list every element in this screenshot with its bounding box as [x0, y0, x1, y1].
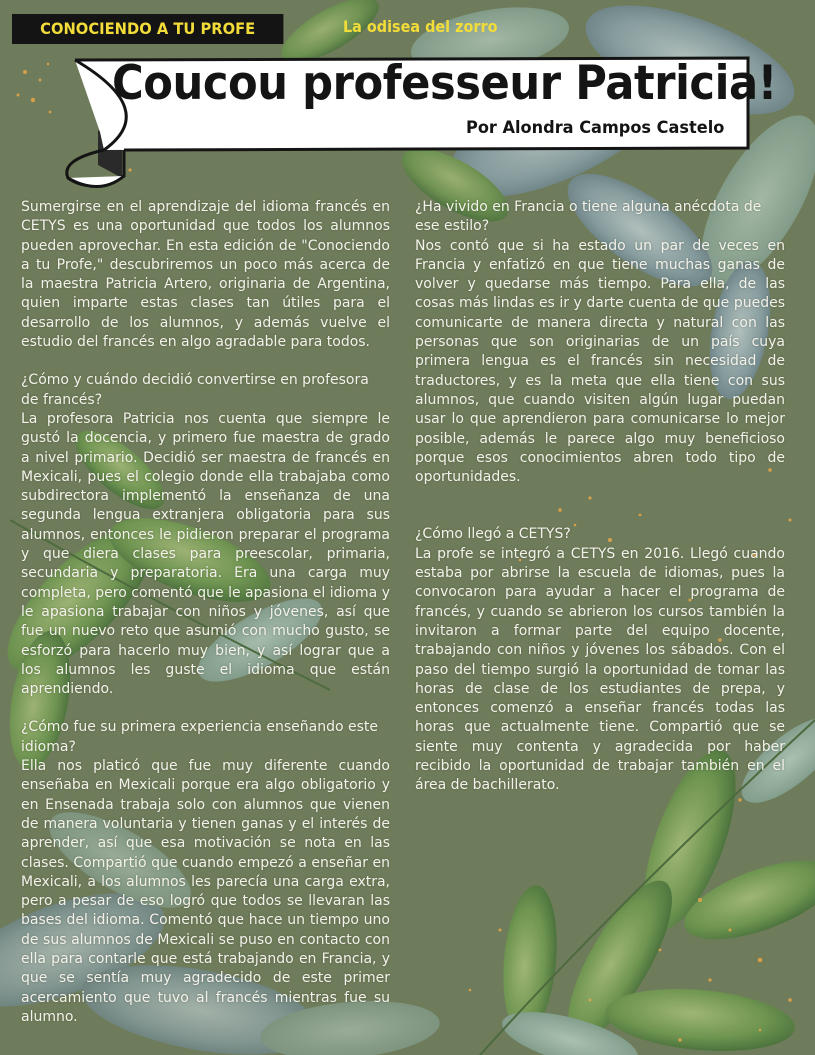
answer-paragraph: La profe se integró a CETYS en 2016. Llegó cuando estaba por abrirse la escuela de idiomas, pues la convocaron para ayudar a hacer el programa de francés, y cuando se abrieron los cursos también la invitaron a formar parte del equipo docente, trabajando con niños y jóvenes los sábados. Con el paso del tiempo surgió la oportunidad de tomar las horas de clase de los estudiantes de prepa, y entonces comenzó a enseñar francés todas las horas que actualmente tiene. Compartió que se siente muy contenta y agradecida por haber recibido la oportunidad de trabajar también en el área de bachillerato. — [415, 545, 785, 794]
article-byline: Por Alondra Campos Castelo — [466, 118, 725, 138]
question-heading: ¿Cómo fue su primera experiencia enseñando este idioma? — [21, 719, 379, 755]
left-column — [21, 198, 390, 1027]
question-heading: ¿Cómo y cuándo decidió convertirse en profesora de francés? — [21, 372, 369, 408]
column-name: La odisea del zorro — [343, 17, 498, 36]
question-heading: ¿Cómo llegó a CETYS? — [415, 526, 571, 543]
answer-paragraph: Ella nos platicó que fue muy diferente cuando enseñaba en Mexicali porque era algo obligatorio y en Ensenada trabaja solo con alumnos que vienen de manera voluntaria y tienen ganas y el interés de aprender, así que esa motivación se nota en las clases. Compartió que cuando empezó a enseñar en Mexicali, a los alumnos les parecía una carga extra, pero a pesar de eso logró que todos se llevaran las bases del idioma. Comentó que hace un tiempo uno de sus alumnos de Mexicali se puso en contacto con ella para contarle que está trabajando en Francia, y que se sentía muy agradecido de este primer acercamiento que tuvo al francés mientras fue su alumno. — [21, 758, 390, 1025]
answer-paragraph: La profesora Patricia nos cuenta que siempre le gustó la docencia, y primero fue maestra de grado a nivel primario. Decidió ser maestra de francés en Mexicali, pues el colegio donde ella trabajaba como subdirectora implementó la enseñanza de una segunda lengua extranjera obligatoria para sus alumnos, entonces le pidieron preparar el programa y que diera clases para preescolar, primaria, secundaria y preparatoria. Era una carga muy completa, pero comentó que le apasiona el idioma y le apasiona trabajar con niños y jóvenes, así que fue un nuevo reto que asumió con mucho gusto, se esforzó para hacerlo muy bien, y así lograr que a los alumnos les guste el idioma que están aprendiendo. — [21, 410, 390, 698]
intro-paragraph: Sumergirse en el aprendizaje del idioma francés en CETYS es una oportunidad que todos los alumnos pueden aprovechar. En esta edición de "Conociendo a tu Profe," descubriremos un poco más acerca de la maestra Patricia Artero, originaria de Argentina, quien imparte estas clases tan útiles para el desarrollo de los alumnos, y además vuelve el estudio del francés en algo agradable para todos. — [21, 199, 390, 351]
answer-paragraph: Nos contó que si ha estado un par de veces en Francia y enfatizó en que tiene muchas ganas de volver y quedarse más tiempo. Para ella, de las cosas más lindas es ir y darte cuenta de que puedes comunicarte de manera directa y natural con las personas que son originarias de un país cuya primera lengua es el francés sin necesidad de traductores, y es la meta que ella tiene con sus alumnos, que cuando visiten algún lugar puedan usar lo que aprendieron para comunicarse lo mejor posible, además le parece algo muy beneficioso porque esos conocimientos abren todo tipo de oportunidades. — [415, 237, 785, 486]
right-column — [415, 198, 785, 796]
section-tag: CONOCIENDO A TU PROFE — [12, 14, 283, 44]
article-title: Coucou professeur Patricia! — [112, 56, 777, 111]
question-heading: ¿Ha vivido en Francia o tiene alguna anécdota de ese estilo? — [415, 199, 762, 235]
